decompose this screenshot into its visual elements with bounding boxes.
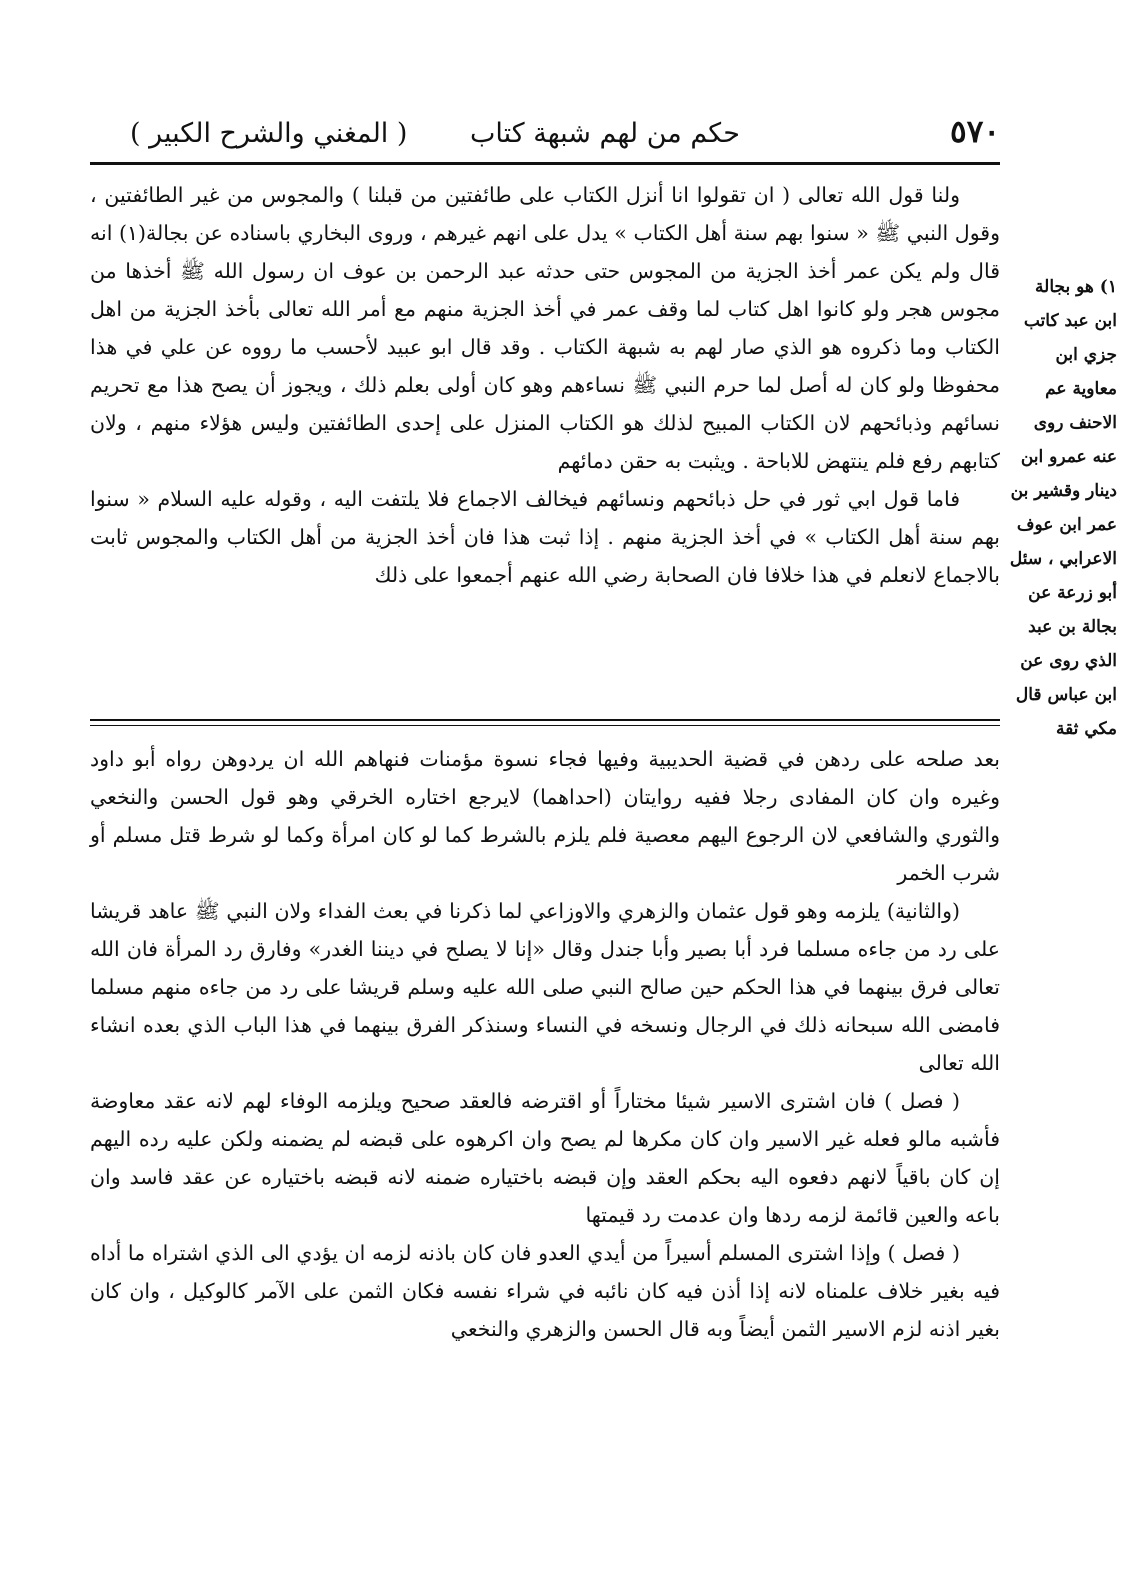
section-divider (90, 719, 1000, 721)
header-divider (90, 162, 1000, 165)
page-number: ٥٧٠ (950, 114, 1000, 150)
paragraph: فاما قول ابي ثور في حل ذبائحهم ونسائهم فيخالف الاجماع فلا يلتفت اليه ، وقوله عليه السلام « سنوا بهم سنة أهل الكتاب » في أخذ الجزية منهم . إذا ثبت هذا فان أخذ الجزية من أهل الكتاب والمجوس ثابت بالاجماع لانعلم في هذا خلافا فان الصحابة رضي الله عنهم أجمعوا على ذلك (90, 487, 1000, 587)
paragraph: ( فصل ) فان اشترى الاسير شيئا مختاراً أو اقترضه فالعقد صحيح ويلزمه الوفاء لهم لانه عقد معاوضة فأشبه مالو فعله غير الاسير وان كان مكرها لم يصح وان اكرهوه على قبضه لم يضمنه ولكن عليه رده اليهم إن كان باقياً لانهم دفعوه اليه بحكم العقد وإن قبضه باختياره ضمنه لانه قبضه باختياره عن عقد فاسد وان باعه والعين قائمة لزمه ردها وان عدمت رد قيمتها (90, 1089, 1000, 1227)
paragraph: (والثانية) يلزمه وهو قول عثمان والزهري والاوزاعي لما ذكرنا في بعث الفداء ولان النبي ﷺ عاهد قريشا على رد من جاءه مسلما فرد أبا بصير وأبا جندل وقال «إنا لا يصلح في ديننا الغدر» وفارق رد المرأة فان الله تعالى فرق بينهما في هذا الحكم حين صالح النبي صلى الله عليه وسلم قريشا على رد من جاءه منهم مسلما فامضى الله سبحانه ذلك في الرجال ونسخه في النساء وسنذكر الفرق بينهما في هذا الباب الذي بعده انشاء الله تعالى (90, 899, 1000, 1075)
paragraph: ولنا قول الله تعالى ( ان تقولوا انا أنزل الكتاب على طائفتين من قبلنا ) والمجوس من غير الطائفتين ، وقول النبي ﷺ « سنوا بهم سنة أهل الكتاب » يدل على انهم غيرهم ، وروى البخاري باسناده عن بجالة(١) انه قال ولم يكن عمر أخذ الجزية من المجوس حتى حدثه عبد الرحمن بن عوف ان رسول الله ﷺ أخذها من مجوس هجر ولو كانوا اهل كتاب لما وقف عمر في أخذ الجزية منهم مع أمر الله تعالى بأخذ الجزية من اهل الكتاب وما ذكروه هو الذي صار لهم به شبهة الكتاب . وقد قال ابو عبيد لأحسب ما رووه عن علي في هذا محفوظا ولو كان له أصل لما حرم النبي ﷺ نساءهم وهو كان أولى بعلم ذلك ، ويجوز أن يصح هذا مع تحريم نسائهم وذبائحهم لان الكتاب المبيح لذلك هو الكتاب المنزل على إحدى الطائفتين وليس هؤلاء منهم ، ولان كتابهم رفع فلم ينتهض للاباحة . ويثبت به حقن دمائهم (90, 183, 1000, 473)
paragraph: بعد صلحه على ردهن في قضية الحديبية وفيها فجاء نسوة مؤمنات فنهاهم الله ان يردوهن رواه أبو داود وغيره وان كان المفادى رجلا ففيه روايتان (احداهما) لايرجع اختاره الخرقي وهو قول الحسن والنخعي والثوري والشافعي لان الرجوع اليهم معصية فلم يلزم بالشرط كما لو كان امرأة وكما لو شرط قتل مسلم أو شرب الخمر (90, 747, 1000, 885)
margin-footnote: ١) هو بجالة ابن عبد كاتب جزي ابن معاوية عم الاحنف روى عنه عمرو ابن دينار وقشير بن عمر ابن عوف الاعرابي ، سئل أبو زرعة عن بجالة بن عبد الذي روى عن ابن عباس قال مكي ثقة (1009, 277, 1117, 739)
book-title: ( المغني والشرح الكبير ) (130, 118, 408, 149)
section-divider-thin (90, 725, 1000, 726)
page-header (90, 112, 1000, 160)
running-title: حكم من لهم شبهة كتاب (470, 118, 740, 149)
upper-text-block (90, 176, 1000, 594)
paragraph: ( فصل ) وإذا اشترى المسلم أسيراً من أيدي العدو فان كان باذنه لزمه ان يؤدي الى الذي اشتراه ما أداه فيه بغير خلاف علمناه لانه إذا أذن فيه كان نائبه في شراء نفسه فكان الثمن على الآمر كالوكيل ، وان كان بغير اذنه لزم الاسير الثمن أيضاً وبه قال الحسن والزهري والنخعي (90, 1241, 1000, 1341)
lower-text-block (90, 740, 1000, 1348)
